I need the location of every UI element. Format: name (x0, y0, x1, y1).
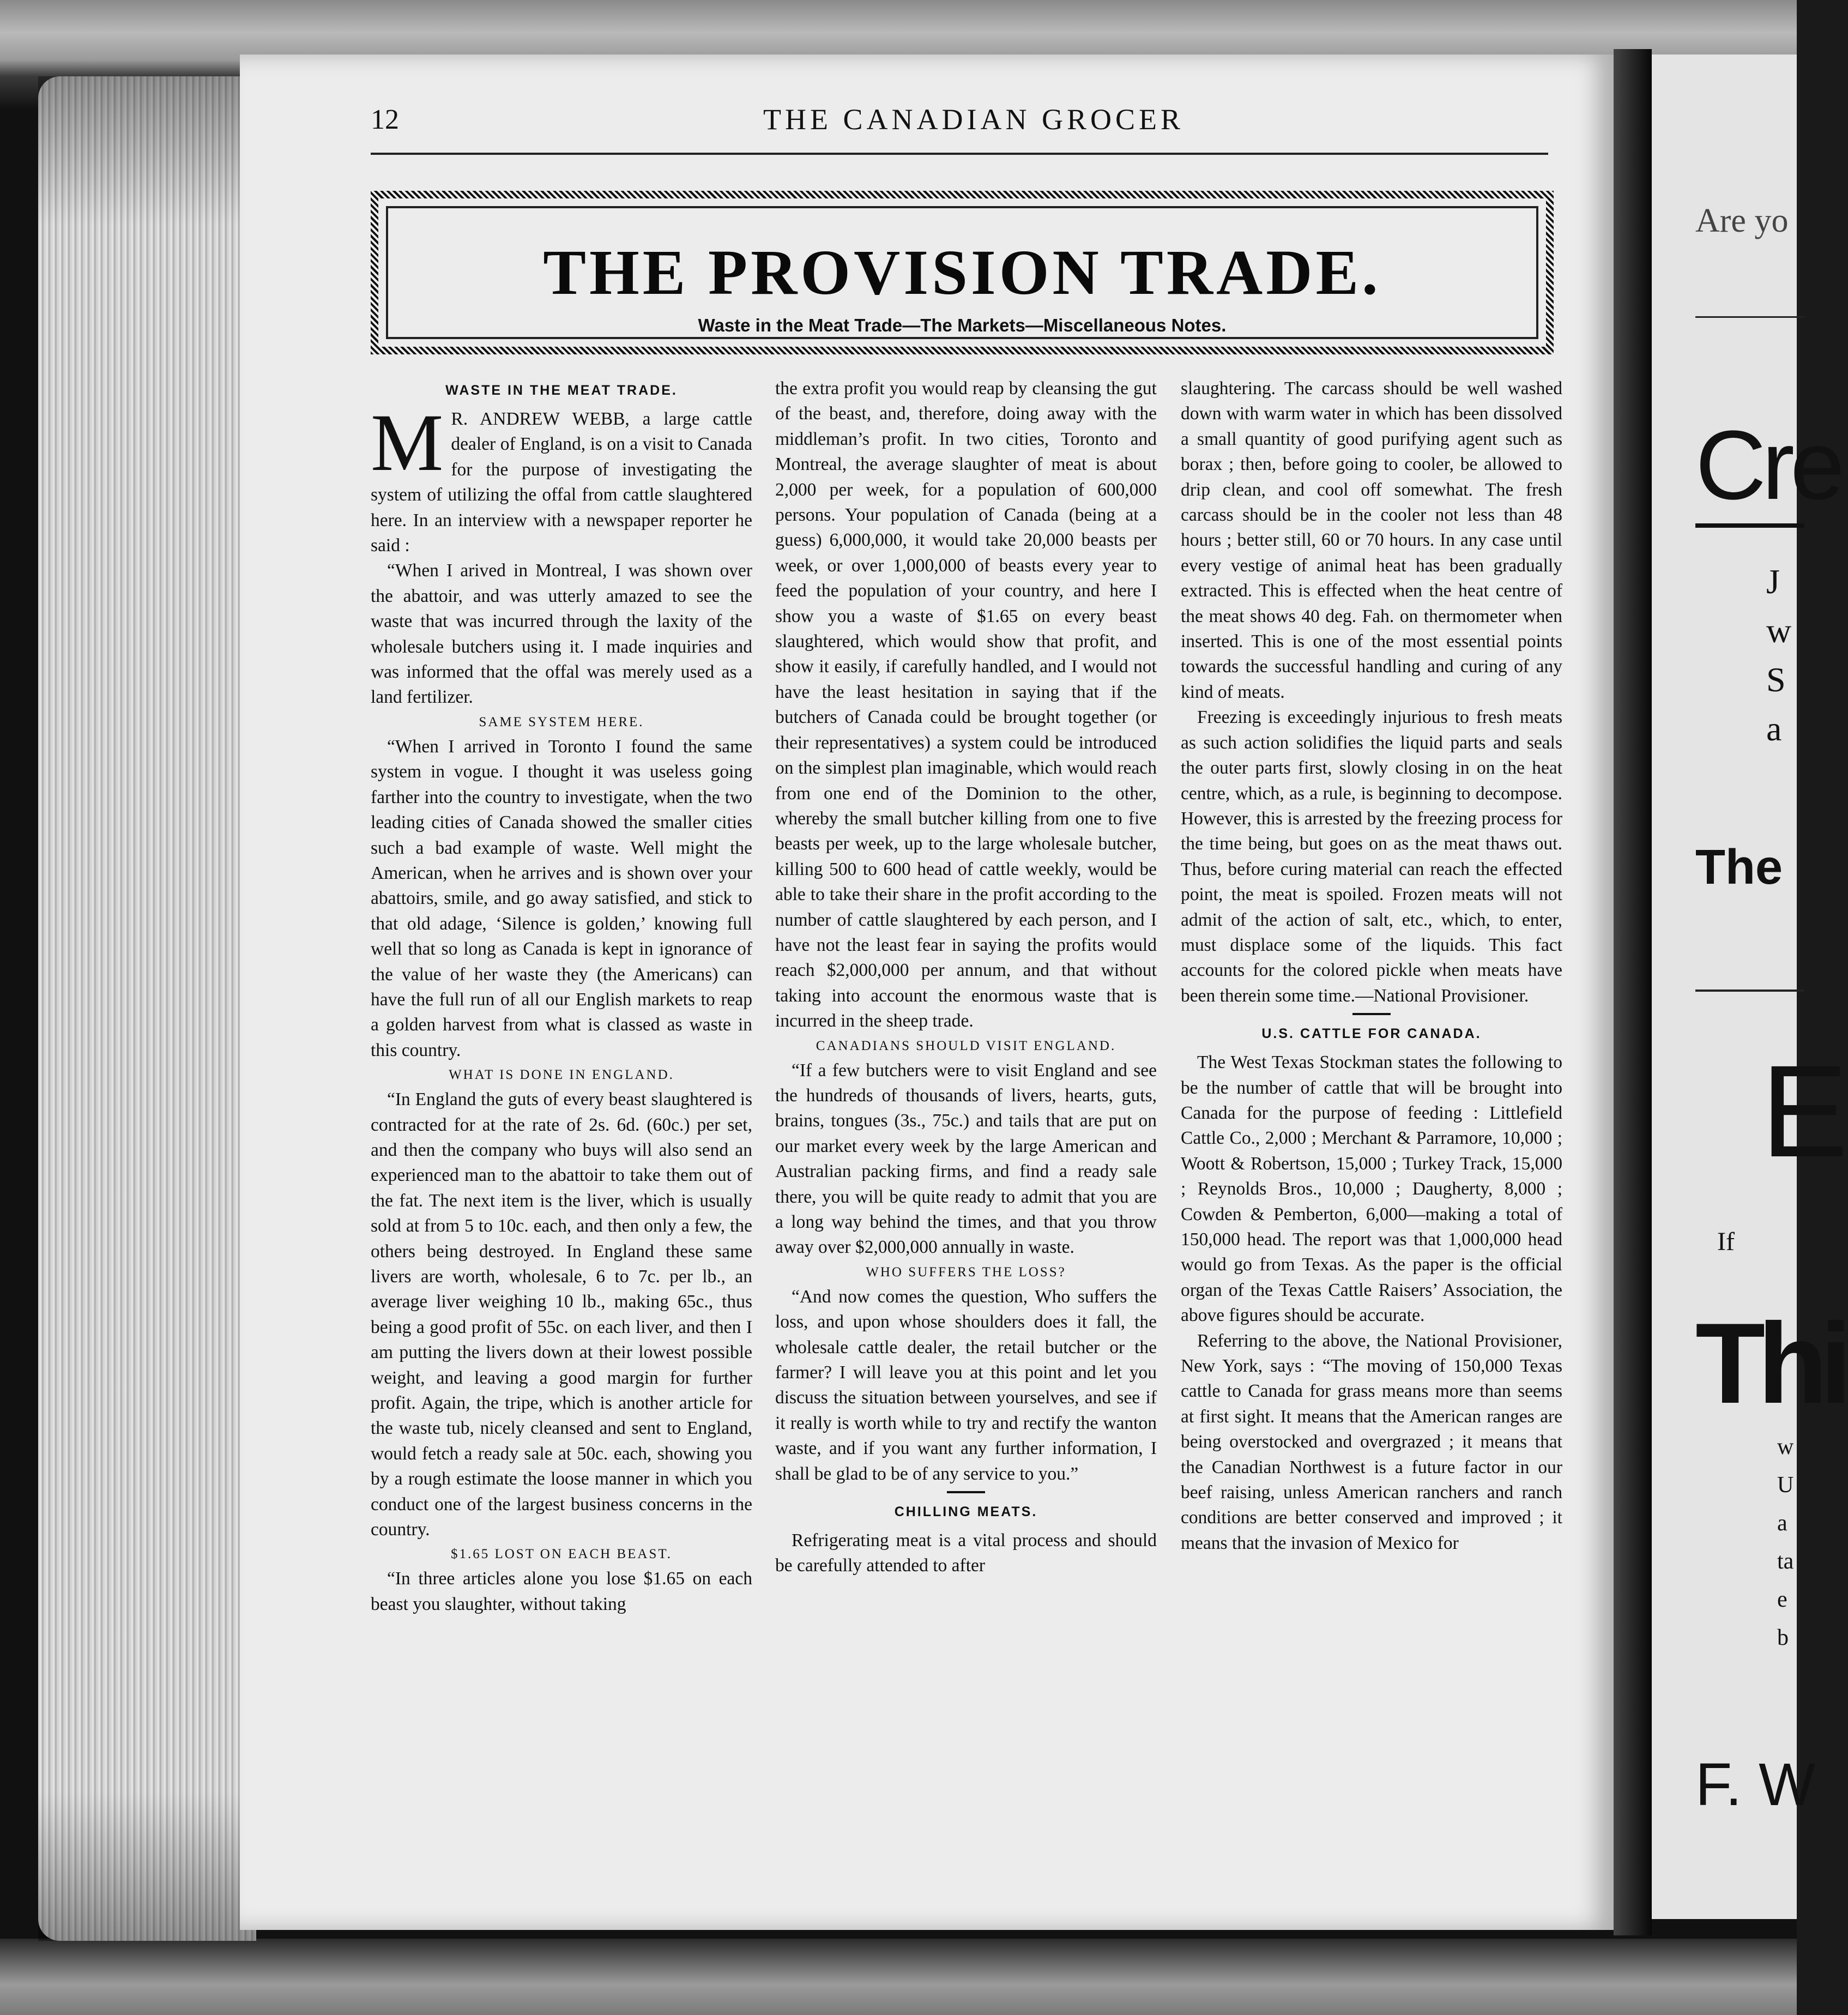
article-title: THE PROVISION TRADE. (543, 237, 1381, 308)
book-page-edges (38, 76, 256, 1941)
facing-fragment: E (1761, 1038, 1848, 1184)
paragraph: “In three articles alone you lose $1.65 on each beast you slaughter, without taking (371, 1568, 752, 1614)
paragraph: “When I arrived in Toronto I found the same system in vogue. I thought it was useless going farther into the country to investigate, when the two leading cities of Canada showed the smaller cities such a bad example of waste. Well might the American, when he arrives and is shown over your abattoirs, smile, and go away satisfied, and stick to that old adage, ‘Silence is golden,’ knowing full well that so long as Canada is kept in ignorance of the value of her waste they (the Americans) can have the full run of all our English markets to reap a golden harvest from what is classed as waste in this country. (371, 736, 752, 1060)
paragraph: “If a few butchers were to visit England and see the hundreds of thousands of livers, hearts, guts, brains, tongues (3s., 75c.) and tails that are put on our market every week by the large American and Australian packing firms, and find a ready sale there, you will be quite ready to admit that you are a long way behind the times, and that you throw away over $2,000,000 annually in waste. (775, 1060, 1157, 1258)
drop-cap: M (371, 397, 444, 488)
page-number: 12 (371, 104, 399, 135)
facing-fragment: a (1766, 709, 1782, 748)
facing-fragment: b (1777, 1625, 1789, 1650)
subheading-england: WHAT IS DONE IN ENGLAND. (449, 1067, 674, 1083)
column-2 (775, 376, 1157, 1579)
section-heading-us-cattle: U.S. CATTLE FOR CANADA. (1261, 1026, 1482, 1042)
column-1 (371, 376, 752, 1617)
facing-fragment: e (1777, 1587, 1787, 1612)
paragraph: “When I arived in Montreal, I was shown over the abattoir, and was utterly amazed to see the waste that was incurred through the laxity of the wholesale butchers using it. I made inquiries and was informed that the offal was merely used as a land fertilizer. (371, 560, 752, 708)
header-rule (371, 153, 1548, 155)
column-3 (1181, 376, 1562, 1556)
paragraph: Refrigerating meat is a vital process and should be carefully attended to after (775, 1530, 1157, 1576)
facing-fragment: a (1777, 1511, 1787, 1536)
facing-page (1652, 55, 1848, 1919)
facing-headline-3: Thi (1695, 1299, 1844, 1427)
section-heading-chilling: CHILLING MEATS. (894, 1504, 1038, 1520)
facing-headline-2: The (1695, 840, 1783, 895)
facing-headline-4: F. W (1695, 1751, 1815, 1818)
title-box-inner-border (386, 206, 1538, 339)
section-divider (947, 1491, 985, 1493)
facing-fragment: J (1766, 562, 1780, 601)
facing-fragment: w (1766, 611, 1792, 650)
paragraph-text: R. ANDREW WEBB, a large cattle dealer of England, is on a visit to Canada for the purpose of investigating the system of utilizing the offal from cattle slaughtered here. In an interview with a newspaper reporter he said : (371, 409, 752, 556)
subheading-who-suffers: WHO SUFFERS THE LOSS? (866, 1264, 1066, 1280)
facing-rule-1 (1695, 316, 1804, 318)
paragraph: “In England the guts of every beast slaughtered is contracted for at the rate of 2s. 6d. (60c.) per set, and then the company who buys will also send an experienced man to the abattoir to take them out of the fat. The next item is the liver, which is usually sold at from 5 to 10c. each, and then only a few, the others being destroyed. In England these same livers are worth, wholesale, 6 to 7c. per lb., an average liver weighing 10 lb., making 65c., thus being a good profit of 55c. on each liver, and then I am putting the livers down at their lowest possible weight, and leaving a good margin for further profit. Again, the tripe, which is another article for the waste tub, nicely cleansed and sent to England, would fetch a ready sale at 50c. each, showing you by a rough estimate the loose manner in which you conduct one of the largest business concerns in the country. (371, 1089, 752, 1540)
book-gutter (1614, 49, 1652, 1935)
paragraph: “And now comes the question, Who suffers the loss, and upon whose shoulders does it fall, the wholesale cattle dealer, the retail butcher or the farmer? I will leave you at this point and let you discuss the situation between yourselves, and see if it really is worth while to try and rectify the wanton waste, and if you want any further information, I shall be glad to be of any service to you.” (775, 1286, 1157, 1484)
running-title: THE CANADIAN GROCER (763, 103, 1184, 136)
facing-fragment: S (1766, 660, 1786, 699)
facing-headline-1: Cre (1695, 411, 1841, 520)
title-box (371, 191, 1554, 354)
facing-rule-2 (1695, 523, 1804, 528)
paragraph: the extra profit you would reap by cleansing the gut of the beast, and, therefore, doing away with the middleman’s profit. In two cities, Toronto and Montreal, the average slaughter of meat is about 2,000 per week, for a population of 600,000 persons. Your population of Canada (being at a guess) 6,000,000, it would take 20,000 beasts per week, or over 1,000,000 of beasts every year to feed the population of your country, and here I show you a waste of $1.65 on every beast slaughtered, which would show that profit, and show it easily, if carefully handled, and I would not have the least hesitation in saying that if the butchers of Canada could be brought together (or their representatives) a system could be introduced on the simplest plan imaginable, which would reach from one end of the Dominion to the other, whereby the small butcher killing from one to five beasts per week, up to the large wholesale butcher, killing 500 to 600 head of cattle weekly, would be able to take their share in the profit according to the number of cattle slaughtered by each person, and I have not the least fear in saying the profits would reach $2,000,000 per annum, and that without taking into account the enormous waste that is incurred in the sheep trade. (775, 378, 1157, 1031)
paragraph: The West Texas Stockman states the following to be the number of cattle that will be brought into Canada for the purpose of feeding : Littlefield Cattle Co., 2,000 ; Merchant & Parramore, 10,000 ; Woott & Robertson, 15,000 ; Turkey Track, 15,000 ; Reynolds Bros., 10,000 ; Daugherty, 8,000 ; Cowden & Pemberton, 6,000—making a total of 150,000 head. The report was that 1,000,000 head would go from Texas. As the paper is the official organ of the Texas Cattle Raisers’ Association, the above figures should be accurate. (1181, 1052, 1562, 1326)
facing-fragment: ta (1777, 1549, 1794, 1574)
scan-backdrop-bottom (0, 1939, 1797, 2015)
paragraph: slaughtering. The carcass should be well washed down with warm water in which has been dissolved a small quantity of good purifying agent such as borax ; then, before going to cooler, be allowed to drip clean, and cool off somewhat. The fresh carcass should be in the cooler not less than 48 hours ; better still, 60 or 70 hours. In any case until every vestige of animal heat has been gradually extracted. This is effected when the heat centre of the meat shows 40 deg. Fah. on thermometer when inserted. This is one of the most essential points towards the successful handling and curing of any kind of meats. (1181, 378, 1562, 702)
facing-fragment: w (1777, 1434, 1794, 1459)
paragraph (371, 397, 752, 558)
paragraph: Freezing is exceedingly injurious to fresh meats as such action solidifies the liquid parts and seals the outer parts first, slowly closing in on the heat centre, which, as a rule, is beginning to decompose. However, this is arrested by the freezing process for the time being, but goes on as the meat thaws out. Thus, before curing material can reach the effected point, the meat is spoiled. Frozen meats will not admit of the action of salt, etc., which, to enter, must displace some of the liquids. This fact accounts for the colored pickle when meats have been therein some time.—National Provisioner. (1181, 707, 1562, 1006)
facing-rule-3 (1695, 990, 1804, 992)
subheading-lost-each-beast: $1.65 LOST ON EACH BEAST. (450, 1547, 673, 1562)
subheading-same-system: SAME SYSTEM HERE. (479, 714, 644, 729)
facing-line-4: If (1717, 1227, 1735, 1256)
facing-line-1: Are yo (1695, 202, 1789, 239)
subheading-visit-england: CANADIANS SHOULD VISIT ENGLAND. (816, 1038, 1116, 1053)
section-heading-waste: WASTE IN THE MEAT TRADE. (445, 383, 678, 398)
paragraph: Referring to the above, the National Provisioner, New York, says : “The moving of 150,000 Texas cattle to Canada for grass means more than seems at first sight. It means that the American ranges are being overstocked and overgrazed ; it means that the Canadian Northwest is a future factor in our beef raising, unless American ranchers and ranch conditions are better conserved and improved ; it means that the invasion of Mexico for (1181, 1330, 1562, 1553)
facing-fragment: U (1777, 1473, 1794, 1498)
article-subtitle: Waste in the Meat Trade—The Markets—Miscellaneous Notes. (698, 315, 1227, 335)
section-divider (1352, 1013, 1391, 1015)
